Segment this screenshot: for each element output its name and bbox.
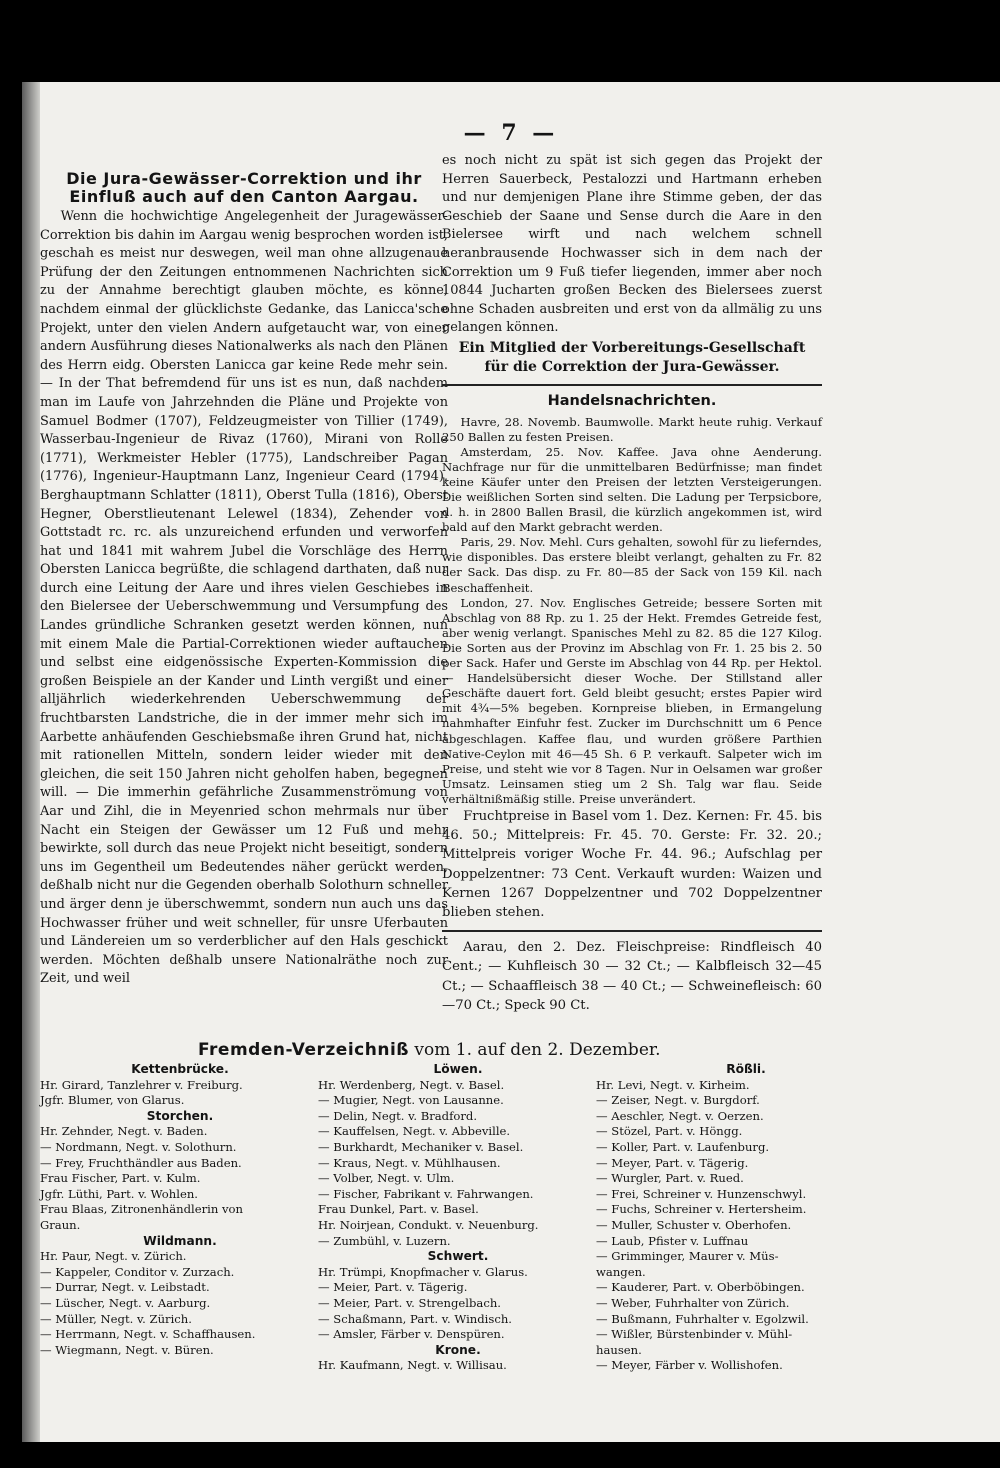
- guest-entry: — Aeschler, Negt. v. Oerzen.: [596, 1108, 764, 1123]
- guest-entry: — Burkhardt, Mechaniker v. Basel.: [318, 1139, 524, 1154]
- guest-entry: — Laub, Pfister v. Luffnau: [596, 1233, 749, 1248]
- guest-entry: — Delin, Negt. v. Bradford.: [318, 1108, 478, 1123]
- guest-entry: — Bußmann, Fuhrhalter v. Egolzwil.: [596, 1311, 809, 1326]
- guest-entry: — Volber, Negt. v. Ulm.: [318, 1171, 455, 1186]
- guest-entry: — Wißler, Bürstenbinder v. Mühl-: [596, 1327, 793, 1342]
- hotel-name: Rößli.: [726, 1062, 766, 1076]
- guest-entry: Hr. Kaufmann, Negt. v. Willisau.: [318, 1358, 507, 1373]
- guest-entry: — Grimminger, Maurer v. Müs-: [596, 1249, 779, 1264]
- commerce-paragraph: Paris, 29. Nov. Mehl. Curs gehalten, sowohl für zu lieferndes, wie disponibles. Das erstere bleibt verlangt, gehalten zu Fr. 82 der Sack. Das disp. zu Fr. 80—85 der Sack von 159 Kil. nach Beschaffenheit.: [442, 535, 822, 595]
- guest-entry: — Kauffelsen, Negt. v. Abbeville.: [318, 1124, 511, 1139]
- section-divider: [442, 384, 822, 386]
- hotel-name: Kettenbrücke.: [131, 1062, 229, 1076]
- guest-list-heading: [198, 1040, 661, 1060]
- guest-entry: Hr. Girard, Tanzlehrer v. Freiburg.: [40, 1077, 243, 1092]
- commerce-paragraph: London, 27. Nov. Englisches Getreide; bessere Sorten mit Abschlag von 88 Rp. zu 1. 25 der Hekt. Fremdes Getreide fest, aber wenig verlangt. Spanisches Mehl zu 82. 85 die 127 Kilog. Die Sorten aus der Provinz im Abschlag von Fr. 1. 25 bis 2. 50 per Sack. Hafer und Gerste im Abschlag von 44 Rp. per Hektol. — Handelsübersicht dieser Woche. Der Stillstand aller Geschäfte dauert fort. Geld bleibt gesucht; erstes Papier wird mit 4¾—5% begeben. Kornpreise blieben, in Ermangelung nahmhafter Einfuhr fest. Zucker im Durchschnitt um 6 Pence abgeschlagen. Kaffee flau, und wurden größere Parthien Native-Ceylon mit 46—45 Sh. 6 P. verkauft. Salpeter wich im Preise, und steht wie vor 8 Tagen. Nur in Oelsamen war großer Umsatz. Leinsamen stieg um 2 Sh. Talg war flau. Seide verhältnißmäßig stille. Preise unverändert.: [442, 595, 822, 806]
- guest-entry: — Schaßmann, Part. v. Windisch.: [318, 1311, 512, 1326]
- guest-entry: — Frey, Fruchthändler aus Baden.: [40, 1155, 242, 1170]
- guest-entry: — Lüscher, Negt. v. Aarburg.: [40, 1295, 211, 1310]
- guest-entry: — Durrar, Negt. v. Leibstadt.: [40, 1280, 210, 1295]
- guest-column-1: [40, 1062, 320, 1358]
- commerce-paragraph: Amsterdam, 25. Nov. Kaffee. Java ohne Aenderung. Nachfrage nur für die unmittelbaren Bedürfnisse; man findet keine Käufer unter den Preisen der letzten Versteigerungen. Die weißlichen Sorten sind selten. Die Ladung per Terpsicbore, d. h. in 2800 Ballen Brasil, die kürzlich angekommen ist, wird bald auf den Markt gebracht werden.: [442, 444, 822, 535]
- right-column: [442, 152, 822, 1015]
- guest-entry: — Kappeler, Conditor v. Zurzach.: [40, 1264, 235, 1279]
- article-continuation: es noch nicht zu spät ist sich gegen das Projekt der Herren Sauerbeck, Pestalozzi und Hartmann erheben und nur demjenigen Plane ihre Stimme geben, der das Geschieb der Saane und Sense durch die Aare in den Bielersee wirft und nach welchem schnell heranbrausende Hochwasser sich in dem nach der Correktion um 9 Fuß tiefer liegenden, immer aber noch 10844 Jucharten großen Becken des Bielersees zuerst ohne Schaden ausbreiten und erst von da allmälig zu uns gelangen können.: [442, 153, 822, 336]
- guest-entry: — Meyer, Färber v. Wollishofen.: [596, 1358, 783, 1373]
- guest-entry: — Müller, Negt. v. Zürich.: [40, 1311, 192, 1326]
- guest-entry: — Mugier, Negt. von Lausanne.: [318, 1093, 504, 1108]
- hotel-name: Wildmann.: [143, 1233, 217, 1248]
- guest-entry: — Wurgler, Part. v. Rued.: [596, 1171, 744, 1186]
- guest-entry: Jgfr. Lüthi, Part. v. Wohlen.: [40, 1186, 198, 1201]
- guest-entry: — Zeiser, Negt. v. Burgdorf.: [596, 1093, 760, 1108]
- guest-entry: — Fischer, Fabrikant v. Fahrwangen.: [318, 1186, 534, 1201]
- article-body: Wenn die hochwichtige Angelegenheit der Juragewässer-Correktion bis dahin im Aargau wenig besprochen worden ist, geschah es meist nur deswegen, weil man ohne allzugenaue Prüfung der den Zeitungen entnommenen Nachrichten sich zu der Annahme berechtigt glauben möchte, es könne, nachdem einmal der glücklichste Gedanke, das Lanicca'sche Projekt, unter den vielen Andern aufgetaucht war, von einer andern Ausführung dieses Nationalwerks als nach den Plänen des Herrn eidg. Obersten Lanicca gar keine Rede mehr sein. — In der That befremdend für uns ist es nun, daß nachdem man im Laufe von Jahrzehnden die Pläne und Projekte von Samuel Bodmer (1707), Feldzeugmeister von Tillier (1749), Wasserbau-Ingenieur de Rivaz (1760), Mirani von Rolle (1771), Werkmeister Hebler (1775), Landschreiber Pagan (1776), Ingenieur-Hauptmann Lanz, Ingenieur Ceard (1794), Berghauptmann Schlatter (1811), Oberst Tulla (1816), Oberst Hegner, Oberstlieutenant Lelewel (1834), Zehender von Gottstadt rc. rc. als unzureichend erfunden und verworfen hat und 1841 mit wahrem Jubel die Vorschläge des Herrn Obersten Lanicca begrüßte, die schlagend darthaten, daß nur durch eine Leitung der Aare und ihres vielen Geschiebes in den Bielersee der Ueberschwemmung und Versumpfung des Landes gründliche Schranken gesetzt werden können, nun mit einem Male die Partial-Correktionen wieder auftauchen und selbst eine eidgenössische Experten-Kommission die großen Beispiele an der Kander und Linth vergißt und einer alljährlich wiederkehrenden Ueberschwemmung der fruchtbarsten Landstriche, die in der immer mehr sich im Aarbette anhäufenden Geschiebsmaße ihren Grund hat, nicht mit rationellen Mitteln, sondern leider wieder mit den gleichen, die seit 150 Jahren nicht geholfen haben, begegnen will. — Die immerhin gefährliche Zusammenströmung von Aar und Zihl, die in Meyenried schon mehrmals nur über Nacht ein Steigen der Gewässer um 12 Fuß und mehr bewirkte, soll durch das neue Projekt nicht beseitigt, sondern uns im Gegentheil um Bedeutendes näher gerückt werden, deßhalb nicht nur die Gegenden oberhalb Solothurn schneller und ärger denn je überschwemmt, sondern nun auch uns das Hochwasser früher und weit schneller, für unsre Uferbauten und Ländereien um so verderblicher auf den Hals geschickt werden. Möchten deßhalb unsere Nationalräthe noch zur Zeit, und weil: [40, 209, 448, 987]
- grain-prices: Fruchtpreise in Basel vom 1. Dez. Kernen: Fr. 45. bis 46. 50.; Mittelpreis: Fr. 45. 70. Gerste: Fr. 32. 20.; Mittelpreis voriger Woche Fr. 44. 96.; Aufschlag per Doppelzentner: 73 Cent. Verkauft wurden: Waizen und Kernen 1267 Doppelzentner und 702 Doppelzentner blieben stehen.: [442, 808, 822, 920]
- guest-entry: — Kraus, Negt. v. Mühlhausen.: [318, 1155, 501, 1170]
- commerce-paragraph: Havre, 28. Novemb. Baumwolle. Markt heute ruhig. Verkauf 250 Ballen zu festen Preisen.: [442, 414, 822, 444]
- guest-entry: — Koller, Part. v. Laufenburg.: [596, 1139, 770, 1154]
- guest-column-3: [596, 1062, 896, 1374]
- hotel-name: Schwert.: [427, 1249, 489, 1264]
- page-number: — 7 —: [463, 120, 559, 146]
- guest-entry: wangen.: [596, 1264, 646, 1279]
- article-signature-1: Ein Mitglied der Vorbereitungs-Gesellschaft: [458, 339, 806, 356]
- guest-entry: Hr. Noirjean, Condukt. v. Neuenburg.: [318, 1217, 539, 1232]
- guest-entry: hausen.: [596, 1342, 642, 1357]
- section-divider: [442, 930, 822, 932]
- article-title: Die Jura-Gewässer-Correktion und ihr Einfluß auch auf den Canton Aargau.: [66, 169, 422, 206]
- hotel-name: Krone.: [435, 1342, 481, 1357]
- guest-entry: — Kauderer, Part. v. Oberböbingen.: [596, 1280, 805, 1295]
- hotel-name: Storchen.: [146, 1108, 214, 1123]
- guest-entry: — Herrmann, Negt. v. Schaffhausen.: [40, 1327, 256, 1342]
- guest-entry: — Nordmann, Negt. v. Solothurn.: [40, 1139, 237, 1154]
- hotel-name: Löwen.: [433, 1062, 483, 1076]
- guest-entry: Hr. Levi, Negt. v. Kirheim.: [596, 1077, 750, 1092]
- guest-list-date: vom 1. auf den 2. Dezember.: [414, 1040, 661, 1060]
- guest-entry: — Frei, Schreiner v. Hunzenschwyl.: [596, 1186, 807, 1201]
- guest-entry: — Meier, Part. v. Strengelbach.: [318, 1295, 501, 1310]
- guest-entry: Hr. Trümpi, Knopfmacher v. Glarus.: [318, 1264, 528, 1279]
- guest-entry: Jgfr. Blumer, von Glarus.: [40, 1093, 185, 1108]
- guest-entry: — Meier, Part. v. Tägerig.: [318, 1280, 468, 1295]
- guest-entry: — Zumbühl, v. Luzern.: [318, 1233, 451, 1248]
- guest-entry: Frau Dunkel, Part. v. Basel.: [318, 1202, 479, 1217]
- guest-entry: Hr. Paur, Negt. v. Zürich.: [40, 1249, 187, 1264]
- guest-list-title: Fremden-Verzeichniß: [198, 1040, 410, 1060]
- guest-entry: Graun.: [40, 1217, 81, 1232]
- guest-entry: — Fuchs, Schreiner v. Hertersheim.: [596, 1202, 807, 1217]
- guest-entry: — Wiegmann, Negt. v. Büren.: [40, 1342, 214, 1357]
- article-left-column: [40, 170, 448, 989]
- commerce-heading: Handelsnachrichten.: [547, 392, 717, 409]
- guest-entry: — Weber, Fuhrhalter von Zürich.: [596, 1295, 790, 1310]
- guest-entry: — Meyer, Part. v. Tägerig.: [596, 1155, 749, 1170]
- guest-column-2: [318, 1062, 598, 1374]
- guest-entry: — Amsler, Färber v. Denspüren.: [318, 1327, 505, 1342]
- article-signature-2: für die Correktion der Jura-Gewässer.: [484, 358, 780, 375]
- guest-entry: — Stözel, Part. v. Höngg.: [596, 1124, 743, 1139]
- guest-entry: Frau Blaas, Zitronenhändlerin von: [40, 1202, 243, 1217]
- guest-entry: Frau Fischer, Part. v. Kulm.: [40, 1171, 201, 1186]
- guest-entry: Hr. Zehnder, Negt. v. Baden.: [40, 1124, 208, 1139]
- newspaper-page: [22, 82, 1000, 1442]
- meat-prices: Aarau, den 2. Dez. Fleischpreise: Rindfleisch 40 Cent.; — Kuhfleisch 30 — 32 Ct.; — Kalbfleisch 32—45 Ct.; — Schaaffleisch 38 — 40 Ct.; — Schweinefleisch: 60—70 Ct.; Speck 90 Ct.: [442, 940, 822, 1013]
- guest-entry: Hr. Werdenberg, Negt. v. Basel.: [318, 1077, 505, 1092]
- guest-entry: — Muller, Schuster v. Oberhofen.: [596, 1217, 792, 1232]
